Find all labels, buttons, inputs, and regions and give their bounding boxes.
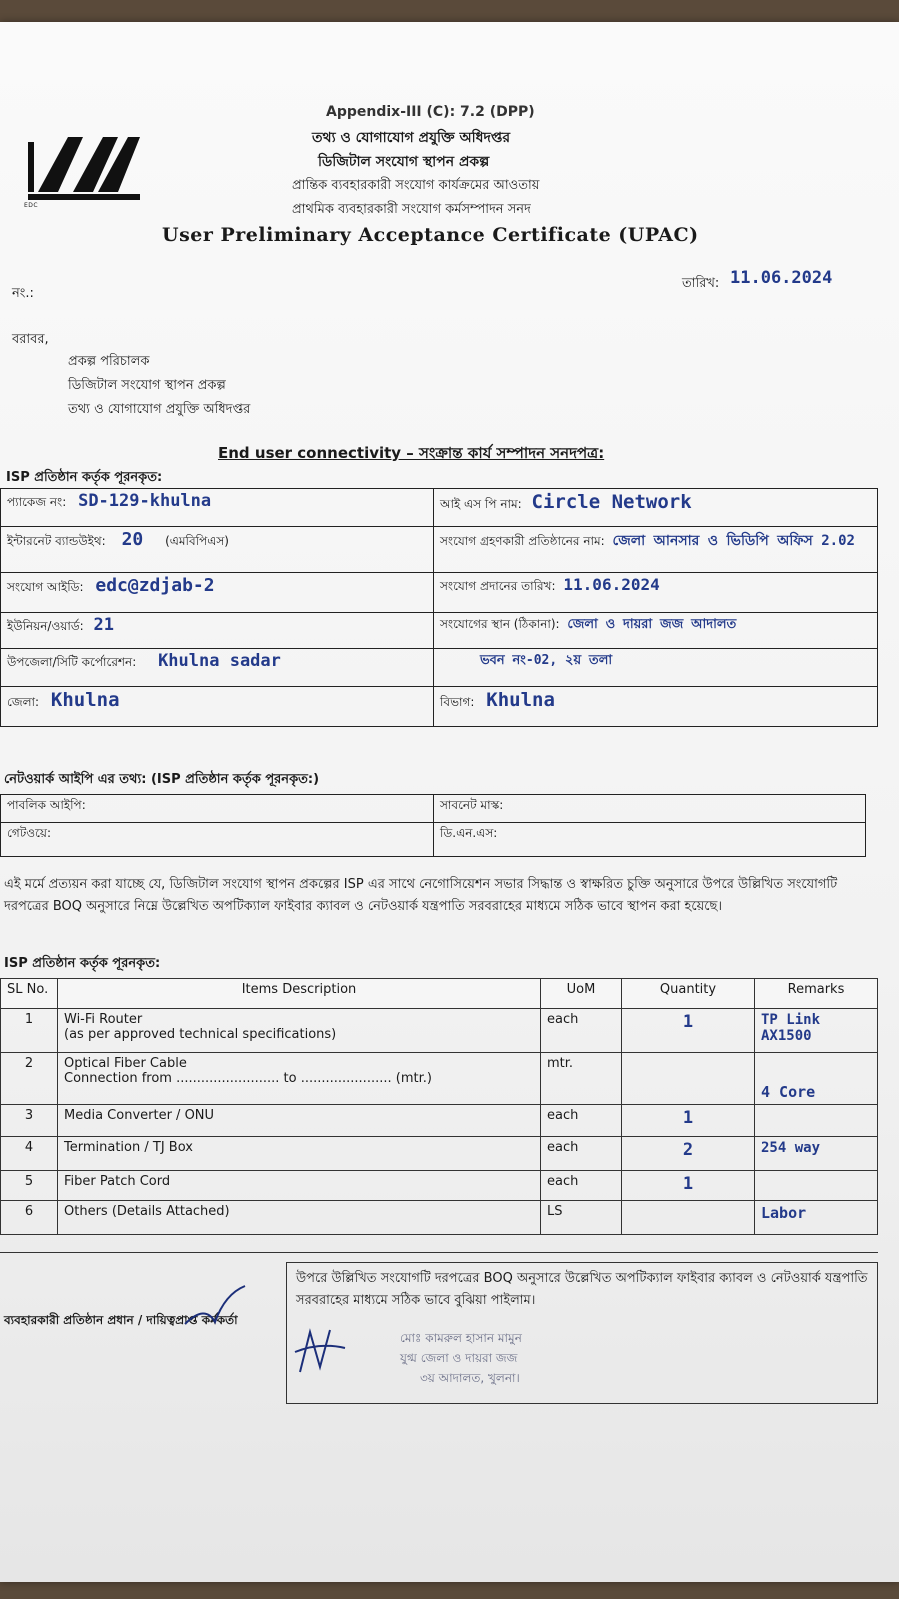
isp-filled-label: ISP প্রতিষ্ঠান কর্তৃক পূরনকৃত: <box>6 470 163 485</box>
item-description: Termination / TJ Box <box>58 1137 541 1171</box>
logo-caption: EDC <box>24 202 39 209</box>
isp-row <box>1 613 878 649</box>
subnet-mask-label: সাবনেট মাস্ক: <box>434 795 866 823</box>
item-description <box>58 1009 541 1053</box>
isp-row <box>1 687 878 727</box>
item-remarks <box>755 1171 878 1201</box>
bandwidth-cell <box>1 527 434 573</box>
connection-id-label: সংযোগ আইডি: <box>7 580 84 594</box>
isp-row <box>1 489 878 527</box>
package-value: SD-129-khulna <box>78 491 212 511</box>
address-to: বরাবর, <box>12 332 49 347</box>
division-label: বিভাগ: <box>440 695 475 709</box>
connection-id-value: edc@zdjab-2 <box>95 575 215 596</box>
stamp-line-3: ৩য় আদালত, খুলনা। <box>420 1371 520 1385</box>
appendix-label: Appendix-III (C): 7.2 (DPP) <box>326 104 535 120</box>
date-value: 11.06.2024 <box>730 268 833 288</box>
item-quantity: 1 <box>622 1105 755 1137</box>
item-row <box>1 1201 878 1235</box>
item-description: Others (Details Attached) <box>58 1201 541 1235</box>
items-heading: ISP প্রতিষ্ঠান কর্তৃক পূরনকৃত: <box>4 956 161 971</box>
upazila-value: Khulna sadar <box>158 651 281 671</box>
item-row <box>1 1009 878 1053</box>
recipient-cell <box>434 527 878 573</box>
isp-name-value: Circle Network <box>531 491 692 513</box>
item-uom: each <box>541 1105 622 1137</box>
network-row <box>1 795 866 823</box>
item-description: Fiber Patch Cord <box>58 1171 541 1201</box>
item-row <box>1 1137 878 1171</box>
gateway-label: গেটওয়ে: <box>1 823 434 857</box>
network-heading: নেটওয়ার্ক আইপি এর তথ্য: (ISP প্রতিষ্ঠান কর্তৃক পূরনকৃত:) <box>4 772 320 787</box>
division-cell <box>434 687 878 727</box>
signature-mark <box>180 1284 250 1334</box>
division-value: Khulna <box>486 689 555 711</box>
upazila-cell <box>1 649 434 687</box>
package-cell <box>1 489 434 527</box>
stamp-line-1: মোঃ কামরুল হাসান মামুন <box>400 1331 522 1345</box>
network-row <box>1 823 866 857</box>
stamp-line-2: যুগ্ম জেলা ও দায়রা জজ <box>400 1351 518 1365</box>
section-heading: End user connectivity – সংক্রান্ত কার্য সম্পাদন সনদপত্র: <box>218 444 605 462</box>
item-sl: 3 <box>1 1105 58 1137</box>
item-quantity: 1 <box>622 1171 755 1201</box>
item-quantity: 2 <box>622 1137 755 1171</box>
reference-number-label: নং.: <box>12 286 34 301</box>
item-desc-main: Optical Fiber Cable <box>64 1056 187 1071</box>
date-label: তারিখ: <box>682 276 720 291</box>
address-line-3: তথ্য ও যোগাযোগ প্রযুক্তি অধিদপ্তর <box>68 402 251 417</box>
location-value-cont: ভবন নং-02, ২য় তলা <box>480 653 613 668</box>
project-name: ডিজিটাল সংযোগ স্থাপন প্রকল্প <box>318 154 490 170</box>
ward-label: ইউনিয়ন/ওয়ার্ড: <box>7 619 84 633</box>
isp-row <box>1 573 878 613</box>
declaration-text: এই মর্মে প্রত্যয়ন করা যাচ্ছে যে, ডিজিটাল সংযোগ স্থাপন প্রকল্পের ISP এর সাথে নেগোসিয়েশন সভার সিদ্ধান্ত ও স্বাক্ষরিত চুক্তি অনুসারে উপরে উল্লিখিত সংযোগটি দরপত্রের BOQ অনুসারে নিম্নে উল্লেখিত অপটিক্যাল ফাইবার ক্যাবল ও নেটওয়ার্ক যন্ত্রপাতি সরবরাহের মাধ্যমে সঠিক ভাবে স্থাপন করা হয়েছে। <box>4 877 838 914</box>
acknowledgement-text: উপরে উল্লিখিত সংযোগটি দরপত্রের BOQ অনুসারে উল্লেখিত অপটিক্যাল ফাইবার ক্যাবল ও নেটওয়ার্ক যন্ত্রপাতি সরবরাহের মাধ্যমে সঠিক ভাবে বুঝিয়া পাইলাম। <box>296 1271 868 1308</box>
item-uom: mtr. <box>541 1053 622 1105</box>
district-cell <box>1 687 434 727</box>
item-sl: 4 <box>1 1137 58 1171</box>
recipient-value: জেলা আনসার ও ভিডিপি অফিস 2.02 <box>612 533 855 549</box>
address-cont-cell <box>434 649 878 687</box>
connection-date-label: সংযোগ প্রদানের তারিখ: <box>440 579 556 593</box>
item-description: Media Converter / ONU <box>58 1105 541 1137</box>
item-uom: LS <box>541 1201 622 1235</box>
location-label: সংযোগের স্থান (ঠিকানা): <box>440 617 560 631</box>
item-quantity <box>622 1201 755 1235</box>
officer-signature <box>290 1322 350 1382</box>
isp-name-label: আই এস পি নাম: <box>440 497 522 511</box>
isp-info-table <box>0 488 878 727</box>
recipient-label: সংযোগ গ্রহণকারী প্রতিষ্ঠানের নাম: <box>440 534 605 548</box>
user-head-label: ব্যবহারকারী প্রতিষ্ঠান প্রধান / দায়িত্বপ্রাপ্ত কর্মকর্তা <box>4 1313 238 1327</box>
items-header-row <box>1 979 878 1009</box>
department-name: তথ্য ও যোগাযোগ প্রযুক্তি অধিদপ্তর <box>312 130 511 146</box>
upazila-label: উপজেলা/সিটি কর্পোরেশন: <box>7 655 137 669</box>
ward-cell <box>1 613 434 649</box>
col-sl: SL No. <box>1 979 58 1009</box>
certificate-page <box>0 22 899 1582</box>
col-uom: UoM <box>541 979 622 1009</box>
location-value: জেলা ও দায়রা জজ আদালত <box>567 617 737 632</box>
bandwidth-label: ইন্টারনেট ব্যান্ডউইথ: <box>7 534 106 548</box>
item-row <box>1 1171 878 1201</box>
item-desc-sub: (as per approved technical specifications) <box>64 1027 337 1042</box>
col-description: Items Description <box>58 979 541 1009</box>
item-remarks <box>755 1105 878 1137</box>
item-sl: 2 <box>1 1053 58 1105</box>
items-table <box>0 978 878 1235</box>
item-row <box>1 1105 878 1137</box>
header-line-4: প্রাথমিক ব্যবহারকারী সংযোগ কর্মসম্পাদন সনদ <box>292 202 531 217</box>
item-sl: 5 <box>1 1171 58 1201</box>
district-value: Khulna <box>50 689 120 711</box>
item-sl: 1 <box>1 1009 58 1053</box>
item-quantity: 1 <box>622 1009 755 1053</box>
col-remarks: Remarks <box>755 979 878 1009</box>
address-line-2: ডিজিটাল সংযোগ স্থাপন প্রকল্প <box>68 378 226 393</box>
connection-date-value: 11.06.2024 <box>563 575 660 594</box>
district-label: জেলা: <box>7 695 40 709</box>
network-table <box>0 794 866 857</box>
dns-label: ডি.এন.এস: <box>434 823 866 857</box>
isp-row <box>1 649 878 687</box>
item-uom: each <box>541 1171 622 1201</box>
item-description <box>58 1053 541 1105</box>
header-line-3: প্রান্তিক ব্যবহারকারী সংযোগ কার্যক্রমের আওতায় <box>292 178 540 193</box>
connection-date-cell <box>434 573 878 613</box>
item-desc-sub: Connection from ......................... to ...................... (mtr.) <box>64 1071 432 1086</box>
item-uom: each <box>541 1009 622 1053</box>
item-sl: 6 <box>1 1201 58 1235</box>
address-line-1: প্রকল্প পরিচালক <box>68 354 150 369</box>
edc-logo <box>28 122 148 212</box>
item-uom: each <box>541 1137 622 1171</box>
isp-row <box>1 527 878 573</box>
address-cell <box>434 613 878 649</box>
col-quantity: Quantity <box>622 979 755 1009</box>
item-remarks: 4 Core <box>755 1053 878 1105</box>
bandwidth-value: 20 <box>121 529 144 550</box>
public-ip-label: পাবলিক আইপি: <box>1 795 434 823</box>
item-remarks: TP Link AX1500 <box>755 1009 878 1053</box>
ward-value: 21 <box>93 615 115 635</box>
item-remarks: 254 way <box>755 1137 878 1171</box>
isp-name-cell <box>434 489 878 527</box>
bandwidth-unit: (এমবিপিএস) <box>165 534 229 548</box>
connection-id-cell <box>1 573 434 613</box>
item-row <box>1 1053 878 1105</box>
item-remarks: Labor <box>755 1201 878 1235</box>
item-desc-main: Wi-Fi Router <box>64 1012 143 1027</box>
package-label: প্যাকেজ নং: <box>7 495 67 509</box>
item-quantity <box>622 1053 755 1105</box>
certificate-title: User Preliminary Acceptance Certificate (UPAC) <box>162 224 699 246</box>
